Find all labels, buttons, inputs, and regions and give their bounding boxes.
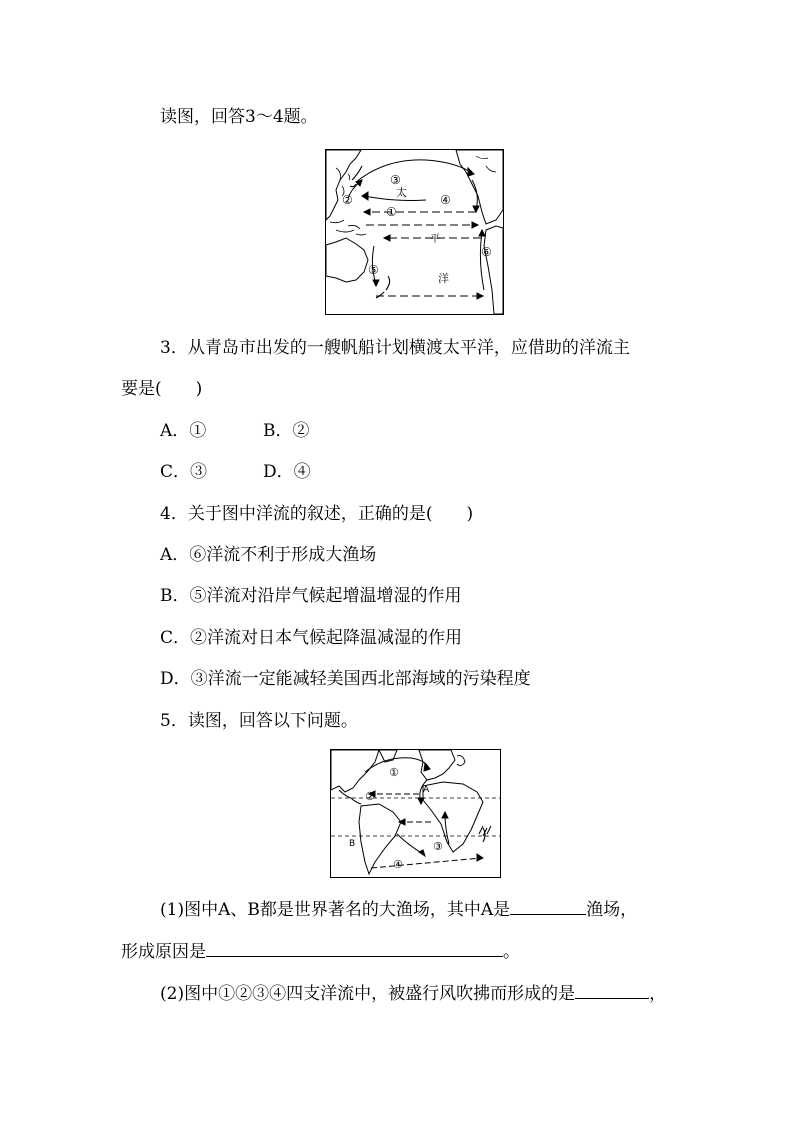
map1-label-yang: 洋	[438, 272, 449, 285]
africa-landmass	[423, 782, 483, 852]
intro-text: 读图，回答3～4题。	[160, 107, 318, 127]
map1-current-5: ⑤	[368, 263, 379, 277]
map2-label-a: A	[423, 785, 430, 795]
answer-blank-wind-driven-currents[interactable]	[575, 982, 649, 999]
q3-stem-line2: 要是( )	[121, 379, 203, 399]
q3-option-d: D．④	[263, 462, 311, 482]
australia-landmass	[326, 238, 368, 282]
q3-option-b: B．②	[263, 421, 310, 441]
q5-part1-line1	[160, 898, 637, 921]
q5-part2-line1	[160, 982, 666, 1005]
q4-option-d: D．③洋流一定能减轻美国西北部海域的污染程度	[160, 669, 531, 689]
q5-part1-text-a: (1)图中A、B都是世界著名的大渔场，其中A是	[160, 900, 511, 920]
q3-stem-line1: 3．从青岛市出发的一艘帆船计划横渡太平洋，应借助的洋流主	[160, 338, 630, 358]
q3-option-c: C．③	[160, 462, 208, 482]
north-america-landmass	[331, 750, 379, 792]
map1-current-4: ④	[440, 193, 451, 207]
q5-part1-text-c: 形成原因是	[121, 942, 206, 962]
map2-label-b: B	[349, 839, 356, 849]
q5-part1-line2	[121, 940, 520, 963]
q5-part1-text-d: 。	[503, 942, 520, 962]
atlantic-currents-map	[330, 749, 501, 878]
q4-option-a: A．⑥洋流不利于形成大渔场	[160, 545, 377, 565]
answer-blank-fishery-name[interactable]	[510, 898, 586, 915]
pacific-currents-map	[325, 149, 504, 315]
map1-label-tai: 太	[396, 186, 407, 199]
q5-part1-text-b: 渔场，	[586, 900, 638, 920]
answer-blank-formation-reason[interactable]	[206, 940, 503, 957]
q4-option-c: C．②洋流对日本气候起降温减湿的作用	[160, 628, 463, 648]
q5-part2-text-a: (2)图中①②③④四支洋流中，被盛行风吹拂而形成的是	[160, 984, 576, 1004]
map1-current-3: ③	[390, 173, 401, 187]
q5-part2-text-b: ，	[649, 984, 667, 1004]
map2-current-1: ①	[389, 766, 399, 779]
map1-label-ping: 平	[430, 234, 440, 245]
q3-option-a: A．①	[160, 421, 207, 441]
map1-current-6: ⑥	[481, 245, 492, 259]
map2-current-2: ②	[365, 790, 375, 803]
atlantic-map-svg	[331, 750, 500, 877]
south-america-landmass	[484, 226, 503, 314]
q5-stem: 5．读图，回答以下问题。	[160, 711, 358, 731]
q4-stem: 4．关于图中洋流的叙述，正确的是( )	[160, 504, 474, 524]
map1-current-1: ①	[386, 205, 397, 219]
map1-current-2: ②	[342, 193, 353, 207]
q4-option-b: B．⑤洋流对沿岸气候起增温增湿的作用	[160, 586, 462, 606]
map2-current-3: ③	[433, 840, 443, 853]
north-america-landmass	[456, 150, 503, 224]
map2-current-4: ④	[393, 858, 403, 871]
pacific-map-svg	[326, 150, 503, 314]
